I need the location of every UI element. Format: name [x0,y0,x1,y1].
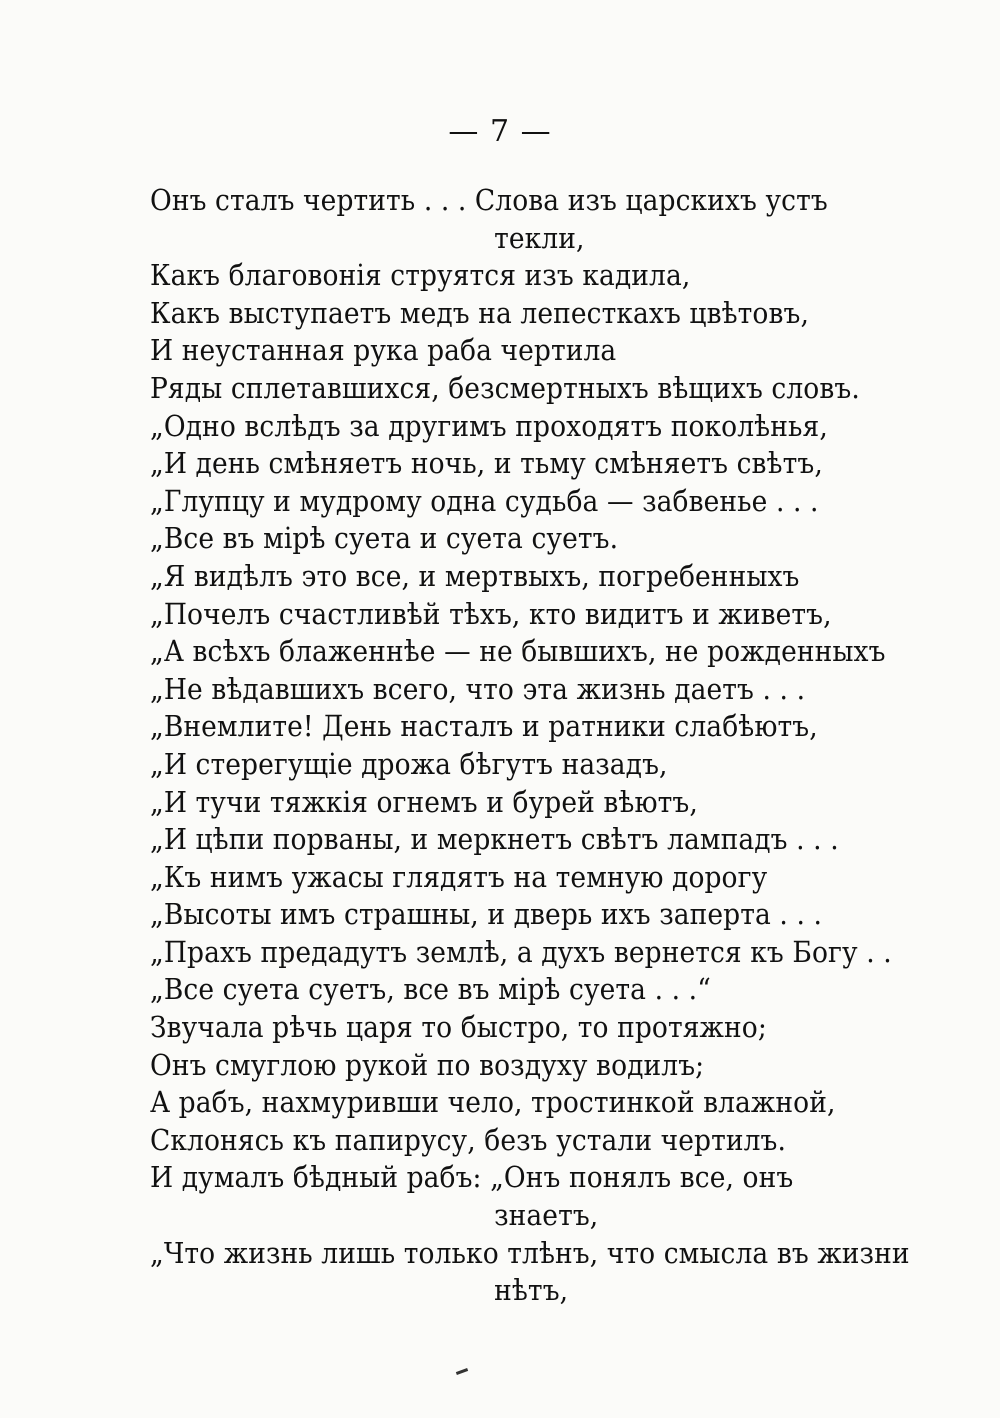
poem-line: „Глупцу и мудрому одна судьба — забвенье . . . [150,484,819,518]
poem-line: „Высоты имъ страшны, и дверь ихъ заперта . . . [150,898,823,932]
poem-line: „Одно вслѣдъ за другимъ проходятъ поколѣнья, [150,409,828,443]
ink-speck [456,1368,468,1375]
poem-line: Какъ благовонія струятся изъ кадила, [150,259,691,293]
poem-line: „И стерегущіе дрожа бѣгутъ назадъ, [150,747,668,781]
poem-line: „Прахъ предадутъ землѣ, а духъ вернется къ Богу . . [150,935,892,969]
poem-line: Онъ смуглою рукой по воздуху водилъ; [150,1048,705,1082]
poem-line: „Почелъ счастливѣй тѣхъ, кто видитъ и живетъ, [150,597,832,631]
poem-line: „И день смѣняетъ ночь, и тьму смѣняетъ свѣтъ, [150,447,823,481]
poem-line: знаетъ, [494,1199,599,1233]
poem-line: „А всѣхъ блаженнѣе — не бывшихъ, не рожденныхъ [150,635,886,669]
poem-line: А рабъ, нахмуривши чело, тростинкой влажной, [150,1086,836,1120]
poem-line: И неустанная рука раба чертила [150,334,617,368]
poem-line: „И тучи тяжкія огнемъ и бурей вѣютъ, [150,785,698,819]
poem-line: „Внемлите! День насталъ и ратники слабѣютъ, [150,710,818,744]
poem-line: „И цѣпи порваны, и меркнетъ свѣтъ лампадъ . . . [150,823,839,857]
poem-line: Ряды сплетавшихся, безсмертныхъ вѣщихъ словъ. [150,371,860,405]
poem-line: Онъ сталъ чертить . . . Слова изъ царскихъ устъ [150,184,828,217]
poem-line: „Къ нимъ ужасы глядятъ на темную дорогу [150,860,768,894]
page-number: — 7 — [448,114,552,149]
poem-line: „Все суета суетъ, все въ мірѣ суета . . .“ [150,973,711,1007]
poem-line: „Что жизнь лишь только тлѣнъ, что смысла въ жизни [150,1236,910,1270]
poem-line: „Я видѣлъ это все, и мертвыхъ, погребенныхъ [150,559,800,593]
poem-line: нѣтъ, [494,1274,569,1308]
poem-line: „Не вѣдавшихъ всего, что эта жизнь даетъ . . . [150,672,806,706]
poem-line: Склонясь къ папирусу, безъ устали чертилъ. [150,1123,786,1157]
poem-text [150,182,910,1310]
poem-line: текли, [494,221,585,255]
poem-line: Звучала рѣчь царя то быстро, то протяжно; [150,1011,767,1045]
poem-line: Какъ выступаетъ медъ на лепесткахъ цвѣтовъ, [150,296,809,330]
poem-line: И думалъ бѣдный рабъ: „Онъ понялъ все, онъ [150,1161,794,1195]
poem-line: „Все въ мірѣ суета и суета суетъ. [150,522,619,556]
